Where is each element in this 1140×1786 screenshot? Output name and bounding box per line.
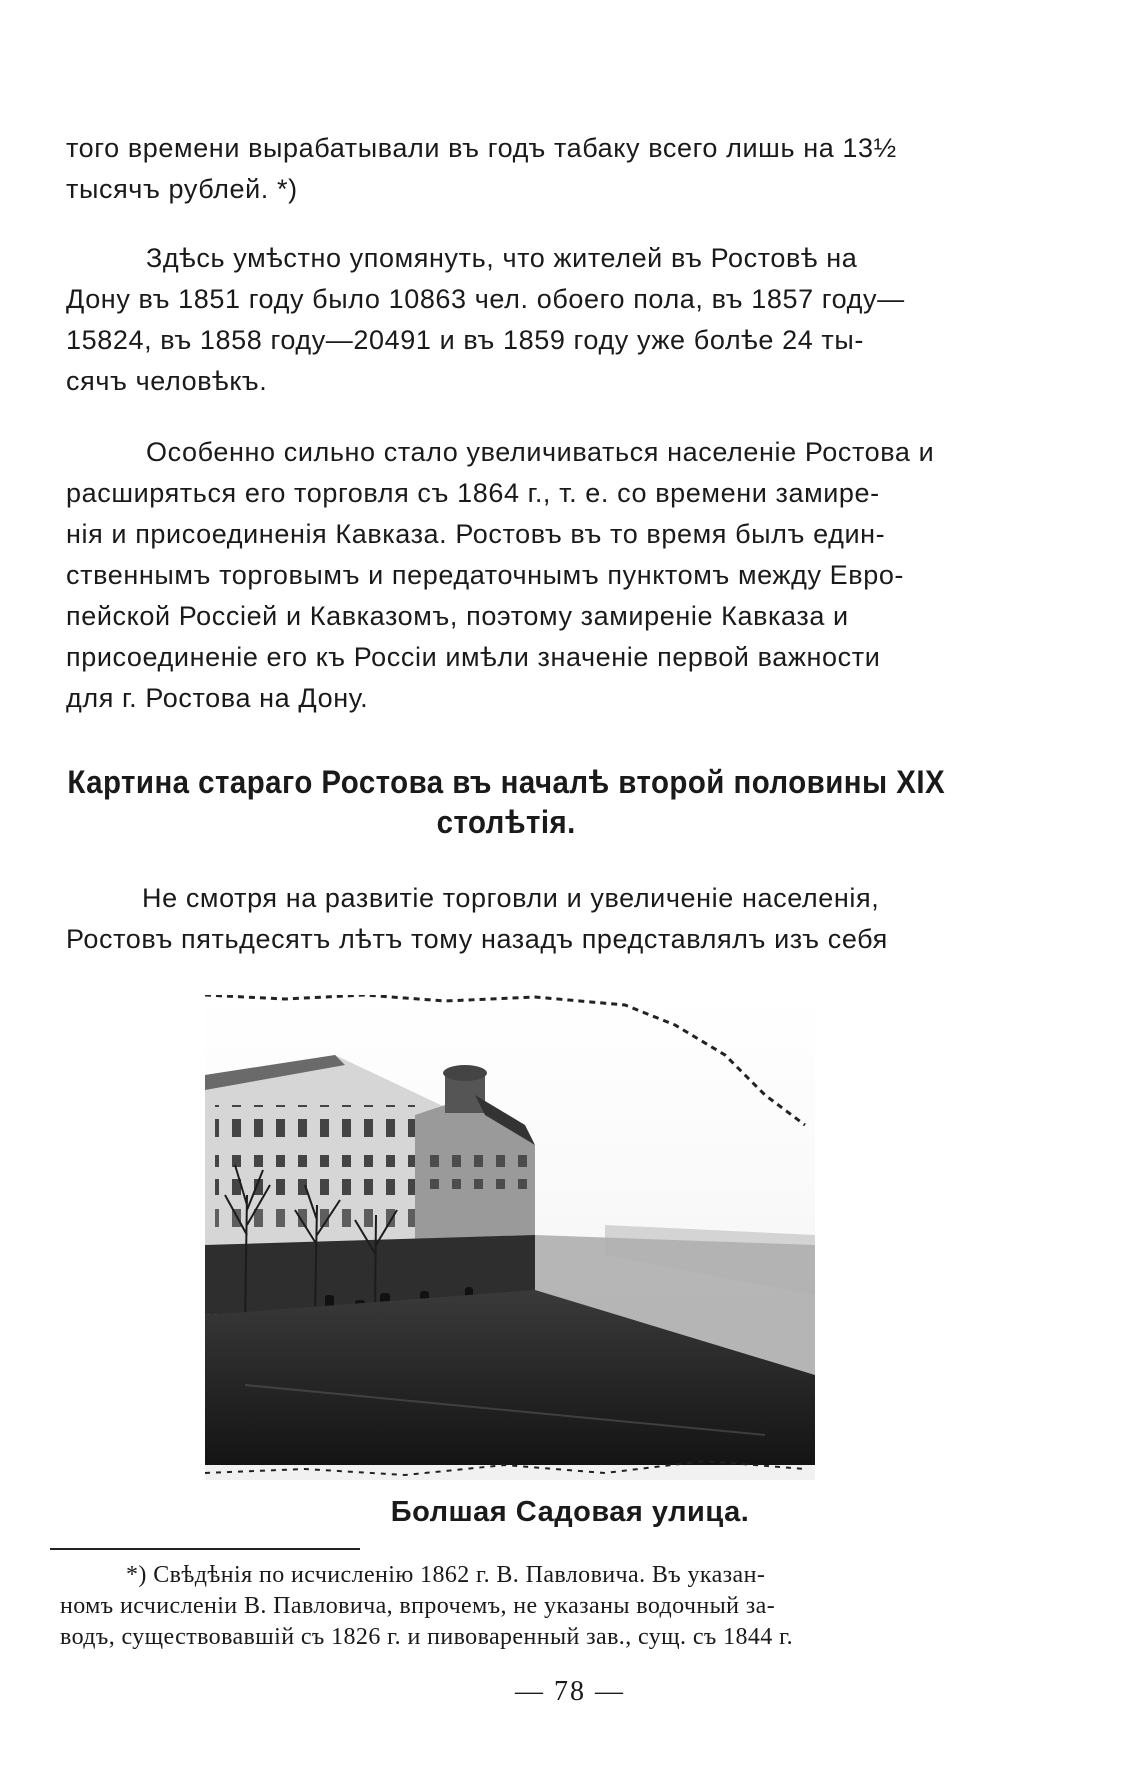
text-line: Ростовъ пятьдесятъ лѣтъ тому назадъ представлялъ изъ себя — [66, 924, 888, 954]
text-line: 15824, въ 1858 году—20491 и въ 1859 году уже болѣе 24 ты- — [66, 325, 864, 355]
figure-caption: Болшая Садовая улица. — [390, 1496, 750, 1528]
paragraph-3 — [66, 432, 1028, 719]
paragraph-2 — [66, 238, 1028, 402]
text-line: Дону въ 1851 году было 10863 чел. обоего пола, въ 1857 году— — [66, 284, 905, 314]
text-line: ственнымъ торговымъ и передаточнымъ пунктомъ между Евро- — [66, 560, 905, 590]
text-line: сячъ человѣкъ. — [66, 366, 268, 396]
heading-line-2: столѣтія. — [436, 804, 576, 840]
footnote-divider — [50, 1548, 360, 1550]
footnote-line: *) Свѣдѣнія по исчисленію 1862 г. В. Павловича. Въ указан- — [126, 1562, 766, 1588]
text-line: тысячъ рублей. *) — [66, 174, 298, 204]
text-line: Не смотря на развитіе торговли и увеличеніе населенія, — [142, 883, 880, 913]
text-line: Особенно сильно стало увеличиваться населеніе Ростова и — [146, 437, 935, 467]
footnote-line: водъ, существовавшій съ 1826 г. и пивоваренный зав., сущ. съ 1844 г. — [60, 1624, 794, 1650]
text-line: расширяться его торговля съ 1864 г., т. е. со времени замире- — [66, 478, 880, 508]
page-number: — 78 — — [515, 1676, 625, 1707]
paragraph-1 — [66, 128, 1028, 210]
paragraph-4 — [66, 878, 1028, 960]
text-line: пейской Россіей и Кавказомъ, поэтому замиреніе Кавказа и — [66, 601, 849, 631]
footnote-line: номъ исчисленіи В. Павловича, впрочемъ, не указаны водочный за- — [60, 1593, 776, 1619]
heading-line-1: Картина стараго Ростова въ началѣ второй половины XIX — [67, 764, 946, 800]
text-line: Здѣсь умѣстно упомянуть, что жителей въ Ростовѣ на — [146, 243, 858, 273]
text-line: для г. Ростова на Дону. — [66, 683, 369, 713]
street-photograph — [205, 995, 815, 1480]
text-line: нія и присоединенія Кавказа. Ростовъ въ то время былъ един- — [66, 519, 886, 549]
text-line: того времени вырабатывали въ годъ табаку всего лишь на 13½ — [66, 133, 897, 163]
footnote — [60, 1560, 1005, 1653]
section-heading — [60, 762, 952, 842]
text-line: присоединеніе его къ Россіи имѣли значеніе первой важности — [66, 642, 881, 672]
